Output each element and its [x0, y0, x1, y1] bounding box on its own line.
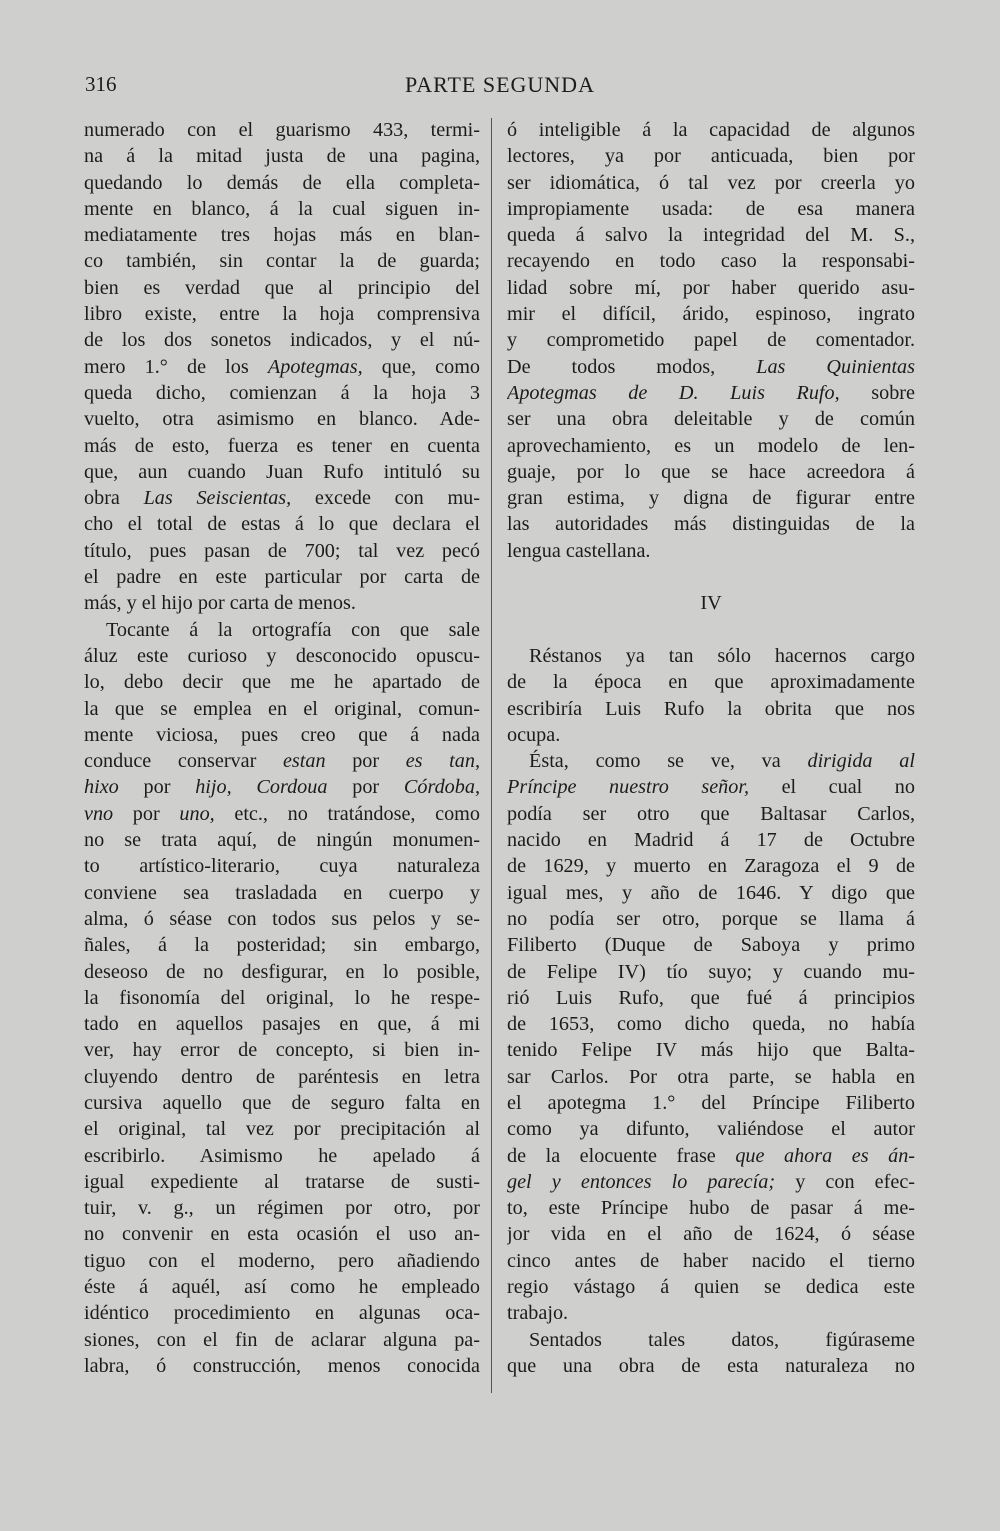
text-line: gel y entonces lo parecía; y con efec-	[507, 1170, 915, 1193]
text-line: el original, tal vez por precipitación al	[84, 1118, 480, 1141]
text-line: que una obra de esta naturaleza no	[507, 1354, 915, 1377]
text-line: alma, ó séase con todos sus pelos y se-	[84, 907, 480, 930]
text-line: ocupa.	[507, 723, 561, 746]
text-line: no podía ser otro, porque se llama á	[507, 907, 915, 930]
text-line: escribiría Luis Rufo la obrita que nos	[507, 697, 915, 720]
text-line: mente en blanco, á la cual siguen in-	[84, 197, 480, 220]
text-line: título, pues pasan de 700; tal vez pecó	[84, 539, 480, 562]
text-line: cursiva aquello que de seguro falta en	[84, 1091, 480, 1114]
text-line: Tocante á la ortografía con que sale	[106, 618, 480, 641]
text-line: De todos modos, Las Quinientas	[507, 355, 915, 378]
text-line: libro existe, entre la hoja comprensiva	[84, 303, 480, 326]
text-line: la que se emplea en el original, comun-	[84, 697, 480, 720]
text-line: y comprometido papel de comentador.	[507, 329, 915, 352]
section-heading: IV	[700, 592, 722, 615]
text-line: tado en aquellos pasajes en que, á mi	[84, 1013, 480, 1036]
text-line: mero 1.° de los Apotegmas, que, como	[84, 355, 480, 378]
text-line: tuir, v. g., un régimen por otro, por	[84, 1197, 480, 1220]
text-line: Filiberto (Duque de Saboya y primo	[507, 934, 915, 957]
text-line: ser idiomática, ó tal vez por creerla yo	[507, 171, 915, 194]
text-line: escribirlo. Asimismo he apelado á	[84, 1144, 480, 1167]
text-line: labra, ó construcción, menos conocida	[84, 1354, 480, 1377]
text-line: cho el total de estas á lo que declara el	[84, 513, 480, 536]
text-line: trabajo.	[507, 1302, 569, 1325]
text-line: el padre en este particular por carta de	[84, 566, 480, 589]
text-line: to, este Príncipe hubo de pasar á me-	[507, 1197, 915, 1220]
text-line: impropiamente usada: de esa manera	[507, 197, 915, 220]
text-line: lo, debo decir que me he apartado de	[84, 671, 480, 694]
text-line: mediatamente tres hojas más en blan-	[84, 224, 480, 247]
text-line: de la elocuente frase que ahora es án-	[507, 1144, 915, 1167]
text-line: quedando lo demás de ella completa-	[84, 171, 480, 194]
text-line: nacido en Madrid á 17 de Octubre	[507, 829, 915, 852]
text-line: mir el difícil, árido, espinoso, ingrato	[507, 303, 915, 326]
text-line: ñales, á la posteridad; sin embargo,	[84, 934, 480, 957]
text-line: igual expediente al tratarse de susti-	[84, 1170, 480, 1193]
text-line: gran estima, y digna de figurar entre	[507, 487, 915, 510]
text-line: lidad sobre mí, por haber querido asu-	[507, 276, 915, 299]
text-line: éste á aquél, así como he empleado	[84, 1276, 480, 1299]
right-text-column	[507, 117, 915, 1379]
text-line: tiguo con el moderno, pero añadiendo	[84, 1249, 480, 1272]
text-line: jor vida en el año de 1624, ó séase	[507, 1223, 915, 1246]
text-line	[507, 617, 915, 643]
text-line: podía ser otro que Baltasar Carlos,	[507, 802, 915, 825]
text-line: de 1629, y muerto en Zaragoza el 9 de	[507, 855, 915, 878]
text-line: vuelto, otra asimismo en blanco. Ade-	[84, 408, 480, 431]
text-line: numerado con el guarismo 433, termi-	[84, 119, 480, 141]
text-line: más de esto, fuerza es tener en cuenta	[84, 434, 480, 457]
text-line: siones, con el fin de aclarar alguna pa-	[84, 1328, 480, 1351]
text-line: las autoridades más distinguidas de la	[507, 513, 915, 536]
text-line: regio vástago á quien se dedica este	[507, 1276, 915, 1299]
text-line: deseoso de no desfigurar, en lo posible,	[84, 960, 480, 983]
text-line: de los dos sonetos indicados, y el nú-	[84, 329, 480, 352]
text-line: lengua castellana.	[507, 539, 651, 562]
text-line: como ya difunto, valiéndose el autor	[507, 1118, 915, 1141]
text-line: el apotegma 1.° del Príncipe Filiberto	[507, 1091, 915, 1114]
text-line: ó inteligible á la capacidad de algunos	[507, 119, 915, 141]
text-line: Apotegmas de D. Luis Rufo, sobre	[507, 381, 915, 404]
text-line: ser una obra deleitable y de común	[507, 408, 915, 431]
text-line: queda dicho, comienzan á la hoja 3	[84, 381, 480, 404]
text-line: rió Luis Rufo, que fué á principios	[507, 986, 915, 1009]
text-line: to artístico-literario, cuya naturaleza	[84, 855, 480, 878]
text-line: Ésta, como se ve, va dirigida al	[529, 750, 915, 773]
text-line: hixo por hijo, Cordoua por Córdoba,	[84, 776, 480, 799]
text-line: de Felipe IV) tío suyo; y cuando mu-	[507, 960, 915, 983]
text-line: que, aun cuando Juan Rufo intituló su	[84, 460, 480, 483]
text-line: conduce conservar estan por es tan,	[84, 750, 480, 773]
text-line: Príncipe nuestro señor, el cual no	[507, 776, 915, 799]
text-line: áluz este curioso y desconocido opuscu-	[84, 644, 480, 667]
text-line: vno por uno, etc., no tratándose, como	[84, 802, 480, 825]
text-line: tenido Felipe IV más hijo que Balta-	[507, 1039, 915, 1062]
left-text-column	[84, 117, 480, 1379]
text-line: de la época en que aproximadamente	[507, 671, 915, 694]
text-line: Sentados tales datos, figúraseme	[529, 1328, 915, 1351]
text-line: más, y el hijo por carta de menos.	[84, 592, 356, 615]
text-line: no se trata aquí, de ningún monumen-	[84, 829, 480, 852]
page-header	[85, 72, 915, 102]
column-divider	[491, 118, 492, 1393]
running-title: PARTE SEGUNDA	[405, 72, 595, 97]
text-line: na á la mitad justa de una pagina,	[84, 145, 480, 168]
page-number: 316	[85, 72, 117, 96]
text-line: la fisonomía del original, lo he respe-	[84, 986, 480, 1009]
text-line: sar Carlos. Por otra parte, se habla en	[507, 1065, 915, 1088]
text-line: recayendo en todo caso la responsabi-	[507, 250, 915, 273]
text-line: de 1653, como dicho queda, no había	[507, 1013, 915, 1036]
text-line: Réstanos ya tan sólo hacernos cargo	[529, 644, 915, 667]
text-line: idéntico procedimiento en algunas oca-	[84, 1302, 480, 1325]
text-line: conviene sea trasladada en cuerpo y	[84, 881, 480, 904]
text-line: obra Las Seiscientas, excede con mu-	[84, 487, 480, 510]
text-line: aprovechamiento, es un modelo de len-	[507, 434, 915, 457]
text-line: mente viciosa, pues creo que á nada	[84, 723, 480, 746]
text-line	[507, 564, 915, 590]
text-line: cluyendo dentro de paréntesis en letra	[84, 1065, 480, 1088]
text-line: queda á salvo la integridad del M. S.,	[507, 224, 915, 247]
text-line: igual mes, y año de 1646. Y digo que	[507, 881, 915, 904]
text-line: bien es verdad que al principio del	[84, 276, 480, 299]
text-line: guaje, por lo que se hace acreedora á	[507, 460, 915, 483]
text-line: co también, sin contar la de guarda;	[84, 250, 480, 273]
text-line: lectores, ya por anticuada, bien por	[507, 145, 915, 168]
text-line: cinco antes de haber nacido el tierno	[507, 1249, 915, 1272]
text-line: no convenir en esta ocasión el uso an-	[84, 1223, 480, 1246]
text-line: ver, hay error de concepto, si bien in-	[84, 1039, 480, 1062]
